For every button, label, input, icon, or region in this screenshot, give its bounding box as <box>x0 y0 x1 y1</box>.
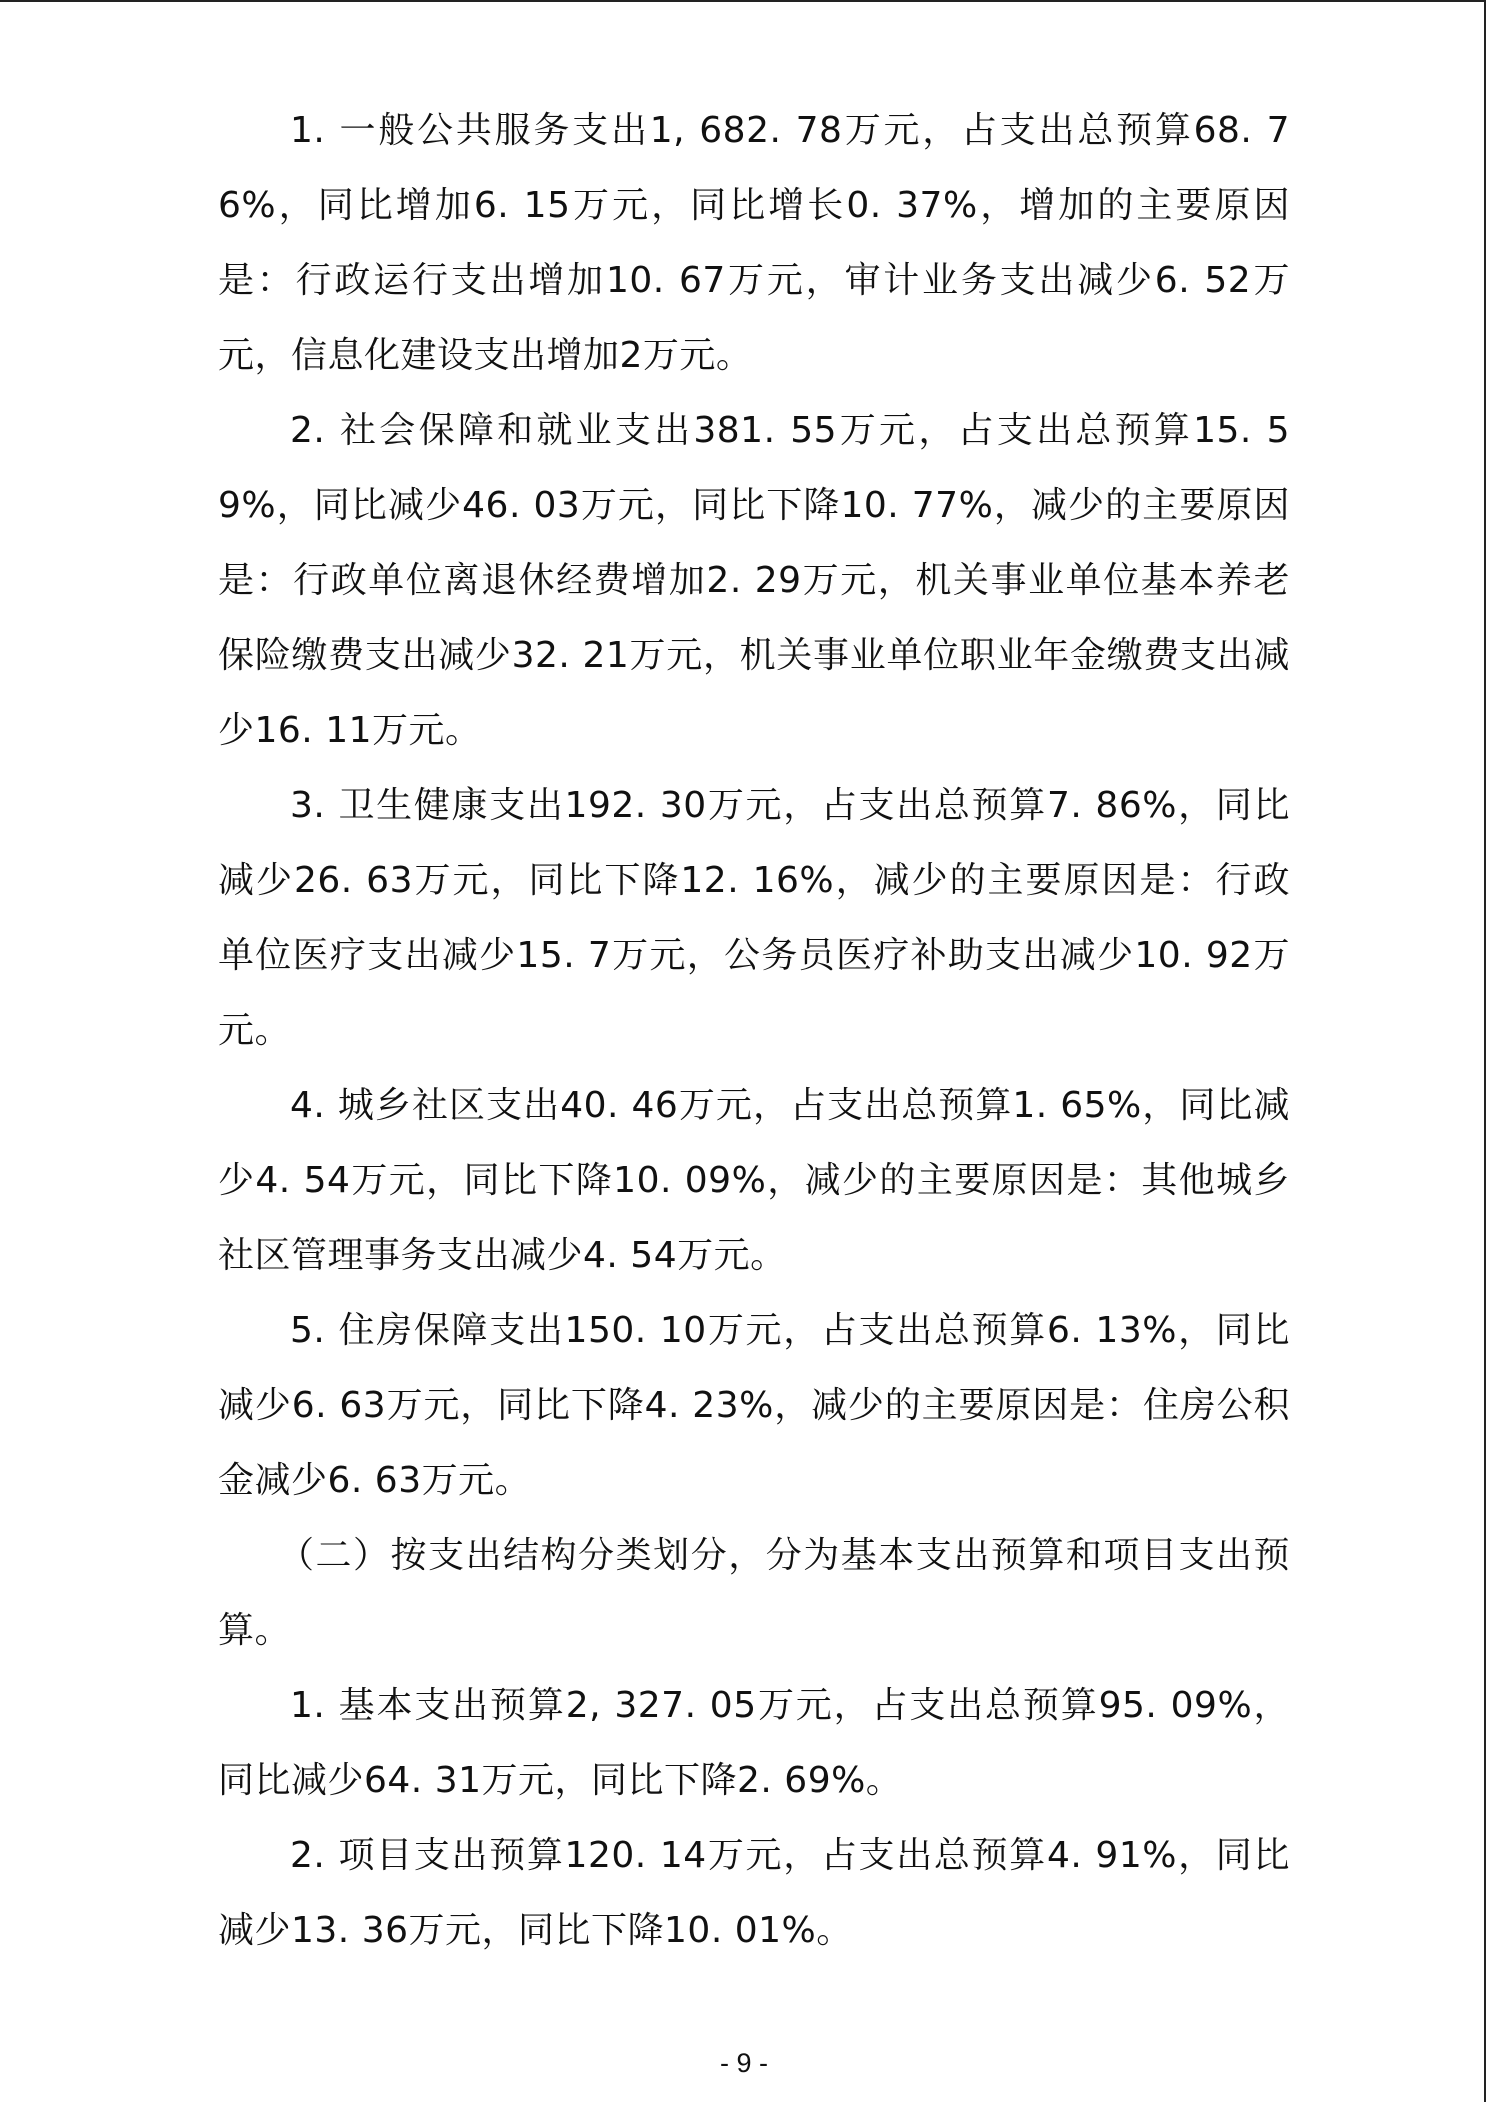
document-body <box>218 93 1290 1968</box>
paragraph-basic-expenditure: 1. 基本支出预算2, 327. 05万元，占支出总预算95. 09%，同比减少64. 31万元，同比下降2. 69%。 <box>218 1685 1290 1801</box>
paragraph-general-public-services: 1. 一般公共服务支出1, 682. 78万元，占支出总预算68. 76%，同比增加6. 15万元，同比增长0. 37%，增加的主要原因是：行政运行支出增加10. 67万元，审计业务支出减少6. 52万元，信息化建设支出增加2万元。 <box>218 110 1290 376</box>
page-number: - 9 - <box>719 2048 768 2078</box>
section-heading-expenditure-structure: （二）按支出结构分类划分，分为基本支出预算和项目支出预算。 <box>218 1535 1290 1651</box>
paragraph-urban-rural-community: 4. 城乡社区支出40. 46万元，占支出总预算1. 65%，同比减少4. 54万元，同比下降10. 09%，减少的主要原因是：其他城乡社区管理事务支出减少4. 54万元。 <box>218 1085 1290 1276</box>
paragraph-social-security: 2. 社会保障和就业支出381. 55万元，占支出总预算15. 59%，同比减少46. 03万元，同比下降10. 77%，减少的主要原因是：行政单位离退休经费增加2. 29万元，机关事业单位基本养老保险缴费支出减少32. 21万元，机关事业单位职业年金缴费支出减少16. 11万元。 <box>218 410 1290 751</box>
paragraph-health: 3. 卫生健康支出192. 30万元，占支出总预算7. 86%，同比减少26. 63万元，同比下降12. 16%，减少的主要原因是：行政单位医疗支出减少15. 7万元，公务员医疗补助支出减少10. 92万元。 <box>218 785 1290 1051</box>
paragraph-project-expenditure: 2. 项目支出预算120. 14万元，占支出总预算4. 91%，同比减少13. 36万元，同比下降10. 01%。 <box>218 1835 1290 1951</box>
paragraph-housing: 5. 住房保障支出150. 10万元，占支出总预算6. 13%，同比减少6. 63万元，同比下降4. 23%，减少的主要原因是：住房公积金减少6. 63万元。 <box>218 1310 1290 1501</box>
